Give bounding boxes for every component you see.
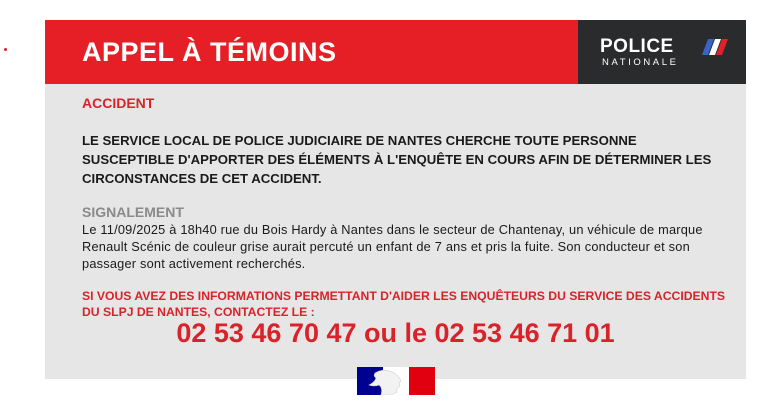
contact-text: SI VOUS AVEZ DES INFORMATIONS PERMETTANT D'AIDER LES ENQUÊTEURS DU SERVICE DES ACCIDENTS DU SLPJ DE NANTES, CONTACTEZ LE : [82,289,726,319]
logo-police-text: POLICE [600,36,674,57]
tricolor-flag-icon [702,39,728,55]
header-banner [45,20,746,84]
logo-nationale-text: NATIONALE [602,57,679,68]
signalement-title: SIGNALEMENT [82,204,184,220]
police-nationale-logo [578,20,746,84]
appeal-card [45,20,746,379]
signalement-text: Le 11/09/2025 à 18h40 rue du Bois Hardy à Nantes dans le secteur de Chantenay, un véhicule de marque Renault Scénic de couleur grise aurait percuté un enfant de 7 ans et pris la fuite. Son conducteur et son passager sont activement recherchés. [82,222,703,271]
decorative-dot [4,48,7,51]
marianne-logo-icon [357,367,435,395]
category-label: ACCIDENT [82,95,155,111]
intro-text: LE SERVICE LOCAL DE POLICE JUDICIAIRE DE NANTES CHERCHE TOUTE PERSONNE SUSCEPTIBLE D'APPORTER DES ÉLÉMENTS À L'ENQUÊTE EN COURS AFIN DE DÉTERMINER LES CIRCONSTANCES DE CET ACCIDENT. [82,133,712,186]
page-title: APPEL À TÉMOINS [82,37,337,67]
phone-numbers: 02 53 46 70 47 ou le 02 53 46 71 01 [176,318,615,348]
